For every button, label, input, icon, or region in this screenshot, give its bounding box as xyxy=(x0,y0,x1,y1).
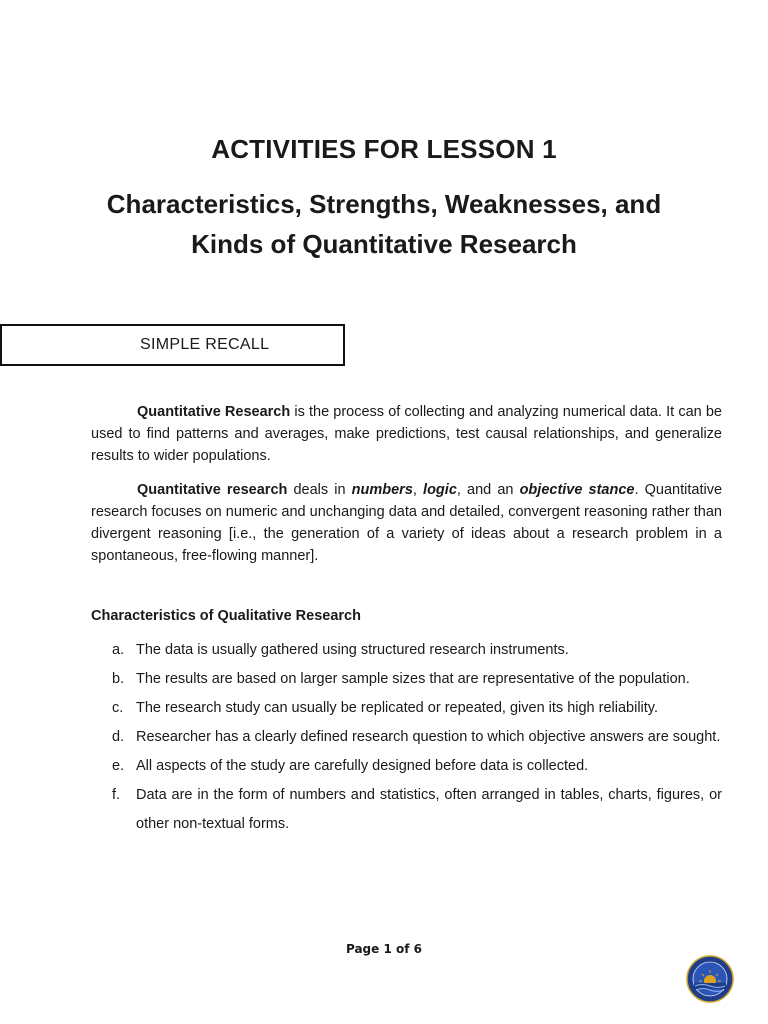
description-comma: , xyxy=(412,482,424,498)
list-item xyxy=(91,781,722,839)
lesson-subtitle-line-1: Characteristics, Strengths, Weaknesses, and xyxy=(106,189,662,219)
emphasis-logic: logic xyxy=(423,482,457,498)
list-item xyxy=(91,723,722,752)
page-word: Page xyxy=(345,942,384,956)
of-word: of xyxy=(391,942,414,956)
list-item xyxy=(91,752,722,781)
list-item-letter: e. xyxy=(112,758,125,774)
lesson-title: ACTIVITIES FOR LESSON 1 xyxy=(211,134,557,164)
list-item xyxy=(91,636,722,665)
emphasis-numbers: numbers xyxy=(351,482,413,498)
page-number xyxy=(0,942,768,956)
list-item-text: The data is usually gathered using structured research instruments. xyxy=(136,642,569,658)
definition-term: Quantitative Research xyxy=(137,404,291,420)
emphasis-objective-stance: objective stance xyxy=(519,482,635,498)
section-label: SIMPLE RECALL xyxy=(140,336,270,353)
characteristics-list xyxy=(91,636,722,839)
school-seal-icon xyxy=(686,955,734,1003)
list-item xyxy=(91,665,722,694)
lesson-subtitle xyxy=(0,184,768,264)
section-label-box xyxy=(0,324,345,366)
list-item-letter: a. xyxy=(112,642,125,658)
list-item-letter: d. xyxy=(112,729,125,745)
total-pages: 6 xyxy=(413,942,423,956)
lesson-subtitle-line-2: Kinds of Quantitative Research xyxy=(191,229,577,259)
list-item-text: Researcher has a clearly defined research question to which objective answers are sought. xyxy=(136,729,721,745)
list-item-letter: f. xyxy=(112,787,121,803)
definition-text: is the process of collecting and analyzing numerical data. It can be used to find patterns and averages, make predictions, test causal relationships, and generalize results to wider populations. xyxy=(91,404,722,464)
definition-paragraph xyxy=(91,401,722,467)
list-item-text: The results are based on larger sample sizes that are representative of the population. xyxy=(136,671,690,687)
description-term: Quantitative research xyxy=(137,482,288,498)
list-item-text: The research study can usually be replicated or repeated, given its high reliability. xyxy=(136,700,659,716)
description-text-b: , and an xyxy=(456,482,520,498)
list-item-letter: b. xyxy=(112,671,125,687)
description-paragraph xyxy=(91,479,722,567)
list-item-text: Data are in the form of numbers and statistics, often arranged in tables, charts, figures, or other non-textual forms. xyxy=(136,787,722,832)
description-text-a: deals in xyxy=(287,482,352,498)
list-item xyxy=(91,694,722,723)
list-item-letter: c. xyxy=(112,700,124,716)
characteristics-heading: Characteristics of Qualitative Research xyxy=(91,608,361,624)
current-page: 1 xyxy=(383,942,392,956)
list-item-text: All aspects of the study are carefully designed before data is collected. xyxy=(136,758,589,774)
description-text-c: . Quantitative research focuses on numeric and unchanging data and detailed, convergent reasoning rather than divergent reasoning [i.e., the generation of a variety of ideas about a research problem in a spontaneous, free-flowing manner]. xyxy=(91,482,723,564)
